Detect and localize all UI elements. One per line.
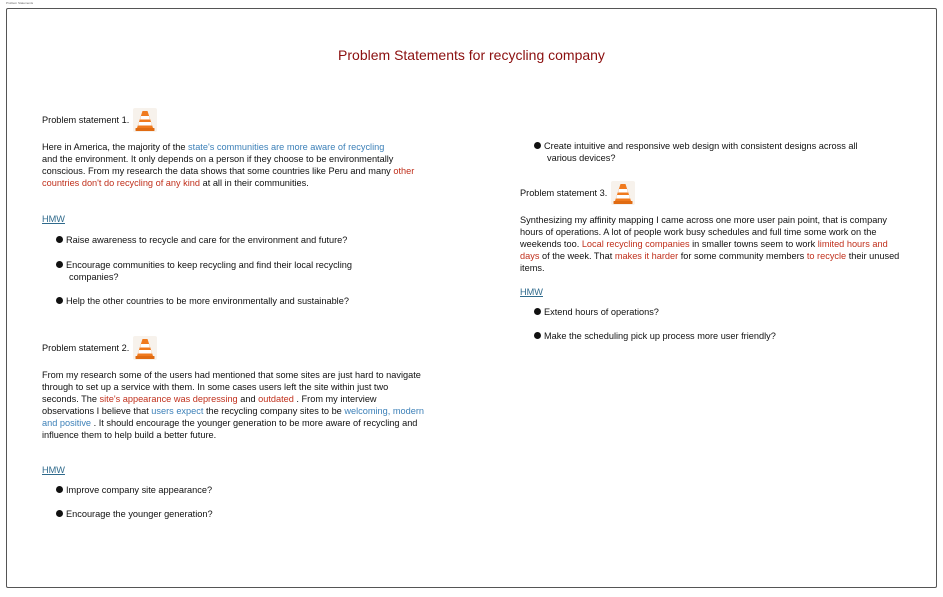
highlight-red: Local recycling companies [581,239,690,249]
list-item: Create intuitive and responsive web design with consistent designs across all various devices? [520,140,900,164]
hmw-list-3 [520,306,900,342]
list-item: Improve company site appearance? [42,484,424,496]
bullet-icon [534,308,541,315]
bullet-icon [534,332,541,339]
bullet-icon [56,510,63,517]
bullet-icon [56,486,63,493]
highlight-red: other countries don't do recycling of any kind [42,166,415,188]
hmw-list-2-continued [520,140,900,164]
highlight-red: outdated [258,394,294,404]
traffic-cone-icon [611,181,635,205]
bullet-icon [56,236,63,243]
bullet-icon [534,142,541,149]
right-column [520,140,900,342]
left-column [42,108,424,520]
bullet-icon [56,297,63,304]
bullet-icon [56,261,63,268]
highlight-red: makes it harder [614,251,679,261]
hmw-link-2[interactable]: HMW [42,465,65,475]
problem-statement-2-label: Problem statement 2. [42,343,130,353]
highlight-blue: welcoming, modern and positive [42,406,425,428]
list-item: Extend hours of operations? [520,306,900,318]
highlight-red: site's appearance was depressing [99,394,238,404]
problem-statement-2-text: From my research some of the users had mentioned that some sites are just hard to navigate through to set up a service with them. In some cases users left the site within just two seconds. The site's appearance was depressing and outdated . From my interview observations I believe that users expect the recycling company sites to be welcoming, modern and positive . It should encourage the younger generation to be more aware of recycling and influence them to help build a better future. [42,370,425,440]
list-item: Encourage communities to keep recycling and find their local recycling companies? [42,259,424,283]
list-item: Encourage the younger generation? [42,508,424,520]
problem-statement-1-label: Problem statement 1. [42,115,130,125]
page-title: Problem Statements for recycling company [338,47,605,63]
list-item: Help the other countries to be more environmentally and sustainable? [42,295,424,307]
problem-statement-3-heading [520,181,900,205]
problem-statement-3-label: Problem statement 3. [520,188,608,198]
list-item: Make the scheduling pick up process more user friendly? [520,330,900,342]
problem-statement-3-text: Synthesizing my affinity mapping I came across one more user pain point, that is company hours of operations. A lot of people work busy schedules and full time some work on the weekends too. Local recycling companies in smaller towns seem to work limited hours and days of the week. That makes it harder for some community members to recycle their unused items. [520,215,900,273]
traffic-cone-icon [133,108,157,132]
hmw-list-1 [42,234,424,307]
hmw-list-2 [42,484,424,520]
highlight-red: limited hours and days [520,239,888,261]
board-label: Problem Statements [6,1,34,5]
traffic-cone-icon [133,336,157,360]
problem-statement-1-text: Here in America, the majority of the state's communities are more aware of recycling and the environment. It only depends on a person if they choose to be environmentally conscious. From my research the data shows that some countries like Peru and many other countries don't do recycling of any kind at all in their communities. [42,142,415,188]
highlight-blue: state's communities are more aware of recycling [188,142,385,152]
highlight-blue: users expect [151,406,204,416]
highlight-red: to recycle [806,251,847,261]
problem-statement-2-heading [42,336,424,360]
hmw-link-3[interactable]: HMW [520,287,543,297]
problem-statement-1-heading [42,108,424,132]
list-item: Raise awareness to recycle and care for the environment and future? [42,234,424,246]
hmw-link-1[interactable]: HMW [42,214,65,224]
